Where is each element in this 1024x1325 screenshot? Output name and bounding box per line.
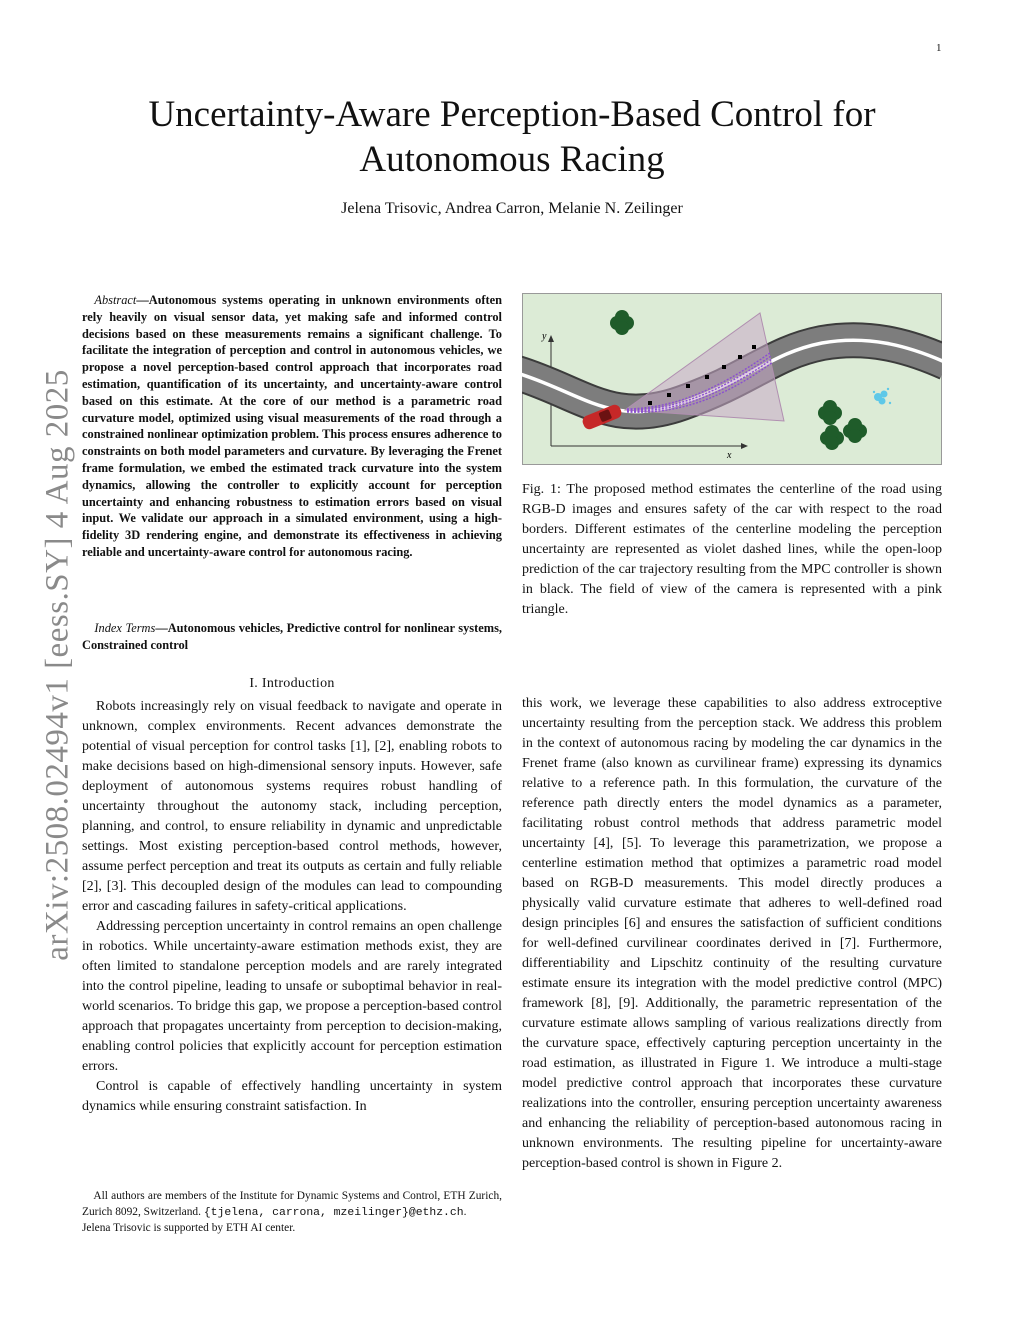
index-terms	[82, 620, 502, 654]
prediction-point	[705, 375, 709, 379]
abstract-label: Abstract	[94, 293, 137, 307]
paper-title: Uncertainty-Aware Perception-Based Control for Autonomous Racing	[148, 94, 876, 180]
prediction-point	[686, 384, 690, 388]
prediction-point	[722, 365, 726, 369]
section-heading: I. Introduction	[249, 676, 335, 691]
figure-1	[522, 293, 942, 465]
abstract-text: —Autonomous systems operating in unknown environments often rely heavily on visual sensor data, yet making safe and informed control decisions based on these measurements remains a significant challenge. To facilitate the integration of perception and control in autonomous vehicles, we propose a novel perception-based control approach that incorporates road estimation, quantification of its uncertainty, and uncertainty-aware control based on this estimate. At the core of our method is a parametric road curvature model, optimized using visual measurements of the road through a constrained nonlinear optimization problem. This process ensures adherence to constraints on both model parameters and curvature. By leveraging the Frenet frame formulation, we embed the estimated track curvature into the system dynamics, allowing the controller to explicitly account for perception uncertainty and enhancing robustness to estimation errors based on visual input. We validate our approach in a simulated environment, using a high-fidelity 3D rendering engine, and demonstrate its effectiveness in achieving reliable and uncertainty-aware control for autonomous racing.	[82, 293, 502, 559]
intro-paragraph: this work, we leverage these capabilities to also address extroceptive uncertainty resulting from the perception stack. We address this problem in the context of autonomous racing by modeling the car dynamics in the Frenet frame (also known as curvilinear frame) expressing its dynamics relative to a reference path. In this formulation, the curvature of the reference path directly enters the model dynamics as a parameter, facilitating robust control methods that address parametric model uncertainty [4], [5]. To leverage this parametrization, we propose a centerline estimation method that optimizes a parametric road model based on RGB-D measurements. This model directly produces a physically valid curvature estimate that adheres to well-defined road design principles [6] and ensures the satisfaction of sufficient conditions for well-defined curvilinear coordinates derived in [7]. Furthermore, differentiability and Lipschitz continuity of the resulting curvature estimate ensure its integration with the model predictive control (MPC) framework [8], [9]. Additionally, the parametric representation of the curvature estimate allows sampling of various realizations directly from the curvature space, effectively capturing perception uncertainty in the road estimation, as illustrated in Figure 1. We introduce a multi-stage model predictive control approach that incorporates these curvature realizations into the controller, ensuring perception uncertainty awareness and enhancing the reliability of perception-based autonomous racing in unknown environments. The resulting pipeline for uncertainty-aware perception-based control is shown in Figure 2.	[522, 696, 942, 1171]
figure-caption: Fig. 1: The proposed method estimates the centerline of the road using RGB-D images and ensures safety of the car with respect to the road borders. Different estimates of the centerline modeling the perception uncertainty are represented as violet dashed lines, while the open-loop prediction of the car trajectory resulting from the MPC controller is shown in black. The field of view of the camera is represented with a pink triangle.	[522, 482, 942, 617]
introduction-left-column	[82, 697, 502, 1117]
y-axis-label: y	[542, 331, 547, 342]
prediction-point	[752, 345, 756, 349]
prediction-point	[738, 355, 742, 359]
index-terms-label: Index Terms	[94, 621, 156, 635]
prediction-point	[648, 401, 652, 405]
index-terms-text: —Autonomous vehicles, Predictive control for nonlinear systems, Constrained control	[82, 621, 502, 652]
footnote-funding: Jelena Trisovic is supported by ETH AI center.	[82, 1222, 296, 1234]
footnote-period: .	[463, 1205, 467, 1218]
footnote	[82, 1189, 502, 1237]
abstract	[82, 292, 502, 561]
road-figure	[522, 293, 942, 465]
intro-paragraph: Robots increasingly rely on visual feedback to navigate and operate in unknown, complex environments. Recent advances demonstrate the potential of visual perception for control tasks [1], [2], enabling robots to make decisions based on high-dimensional sensory inputs. However, safe deployment of autonomous systems requires robust handling of uncertainty throughout the autonomy stack, including perception, planning, and control, to ensure reliability in dynamic and unpredictable settings. Most existing perception-based control methods, however, assume perfect perception and treat its outputs as certain and fully reliable [2], [3]. This decoupled design of the modules can lead to compounding error and cascading failures in safety-critical applications.	[82, 699, 502, 914]
x-axis-label: x	[727, 450, 732, 461]
page-number: 1	[936, 42, 942, 54]
prediction-point	[667, 393, 671, 397]
footnote-emails: {tjelena, carrona, mzeilinger}@ethz.ch	[203, 1206, 464, 1219]
arxiv-identifier: arXiv:2508.02494v1 [eess.SY] 4 Aug 2025	[39, 369, 76, 961]
intro-paragraph: Addressing perception uncertainty in control remains an open challenge in robotics. While uncertainty-aware estimation methods exist, they are often limited to standalone perception models and are rarely integrated into the control pipeline, leading to unsafe or suboptimal behavior in real-world scenarios. To bridge this gap, we propose a perception-based control approach that propagates uncertainty from perception to decision-making, enabling control policies that explicitly account for perception estimation errors.	[82, 919, 502, 1074]
introduction-right-column	[522, 694, 942, 1174]
intro-paragraph: Control is capable of effectively handling uncertainty in system dynamics while ensuring constraint satisfaction. In	[82, 1079, 502, 1114]
paper-authors: Jelena Trisovic, Andrea Carron, Melanie N. Zeilinger	[341, 200, 683, 217]
footnote-affiliation: All authors are members of the Institute for Dynamic Systems and Control, ETH Zurich, Zurich 8092, Switzerland.	[82, 1190, 502, 1218]
